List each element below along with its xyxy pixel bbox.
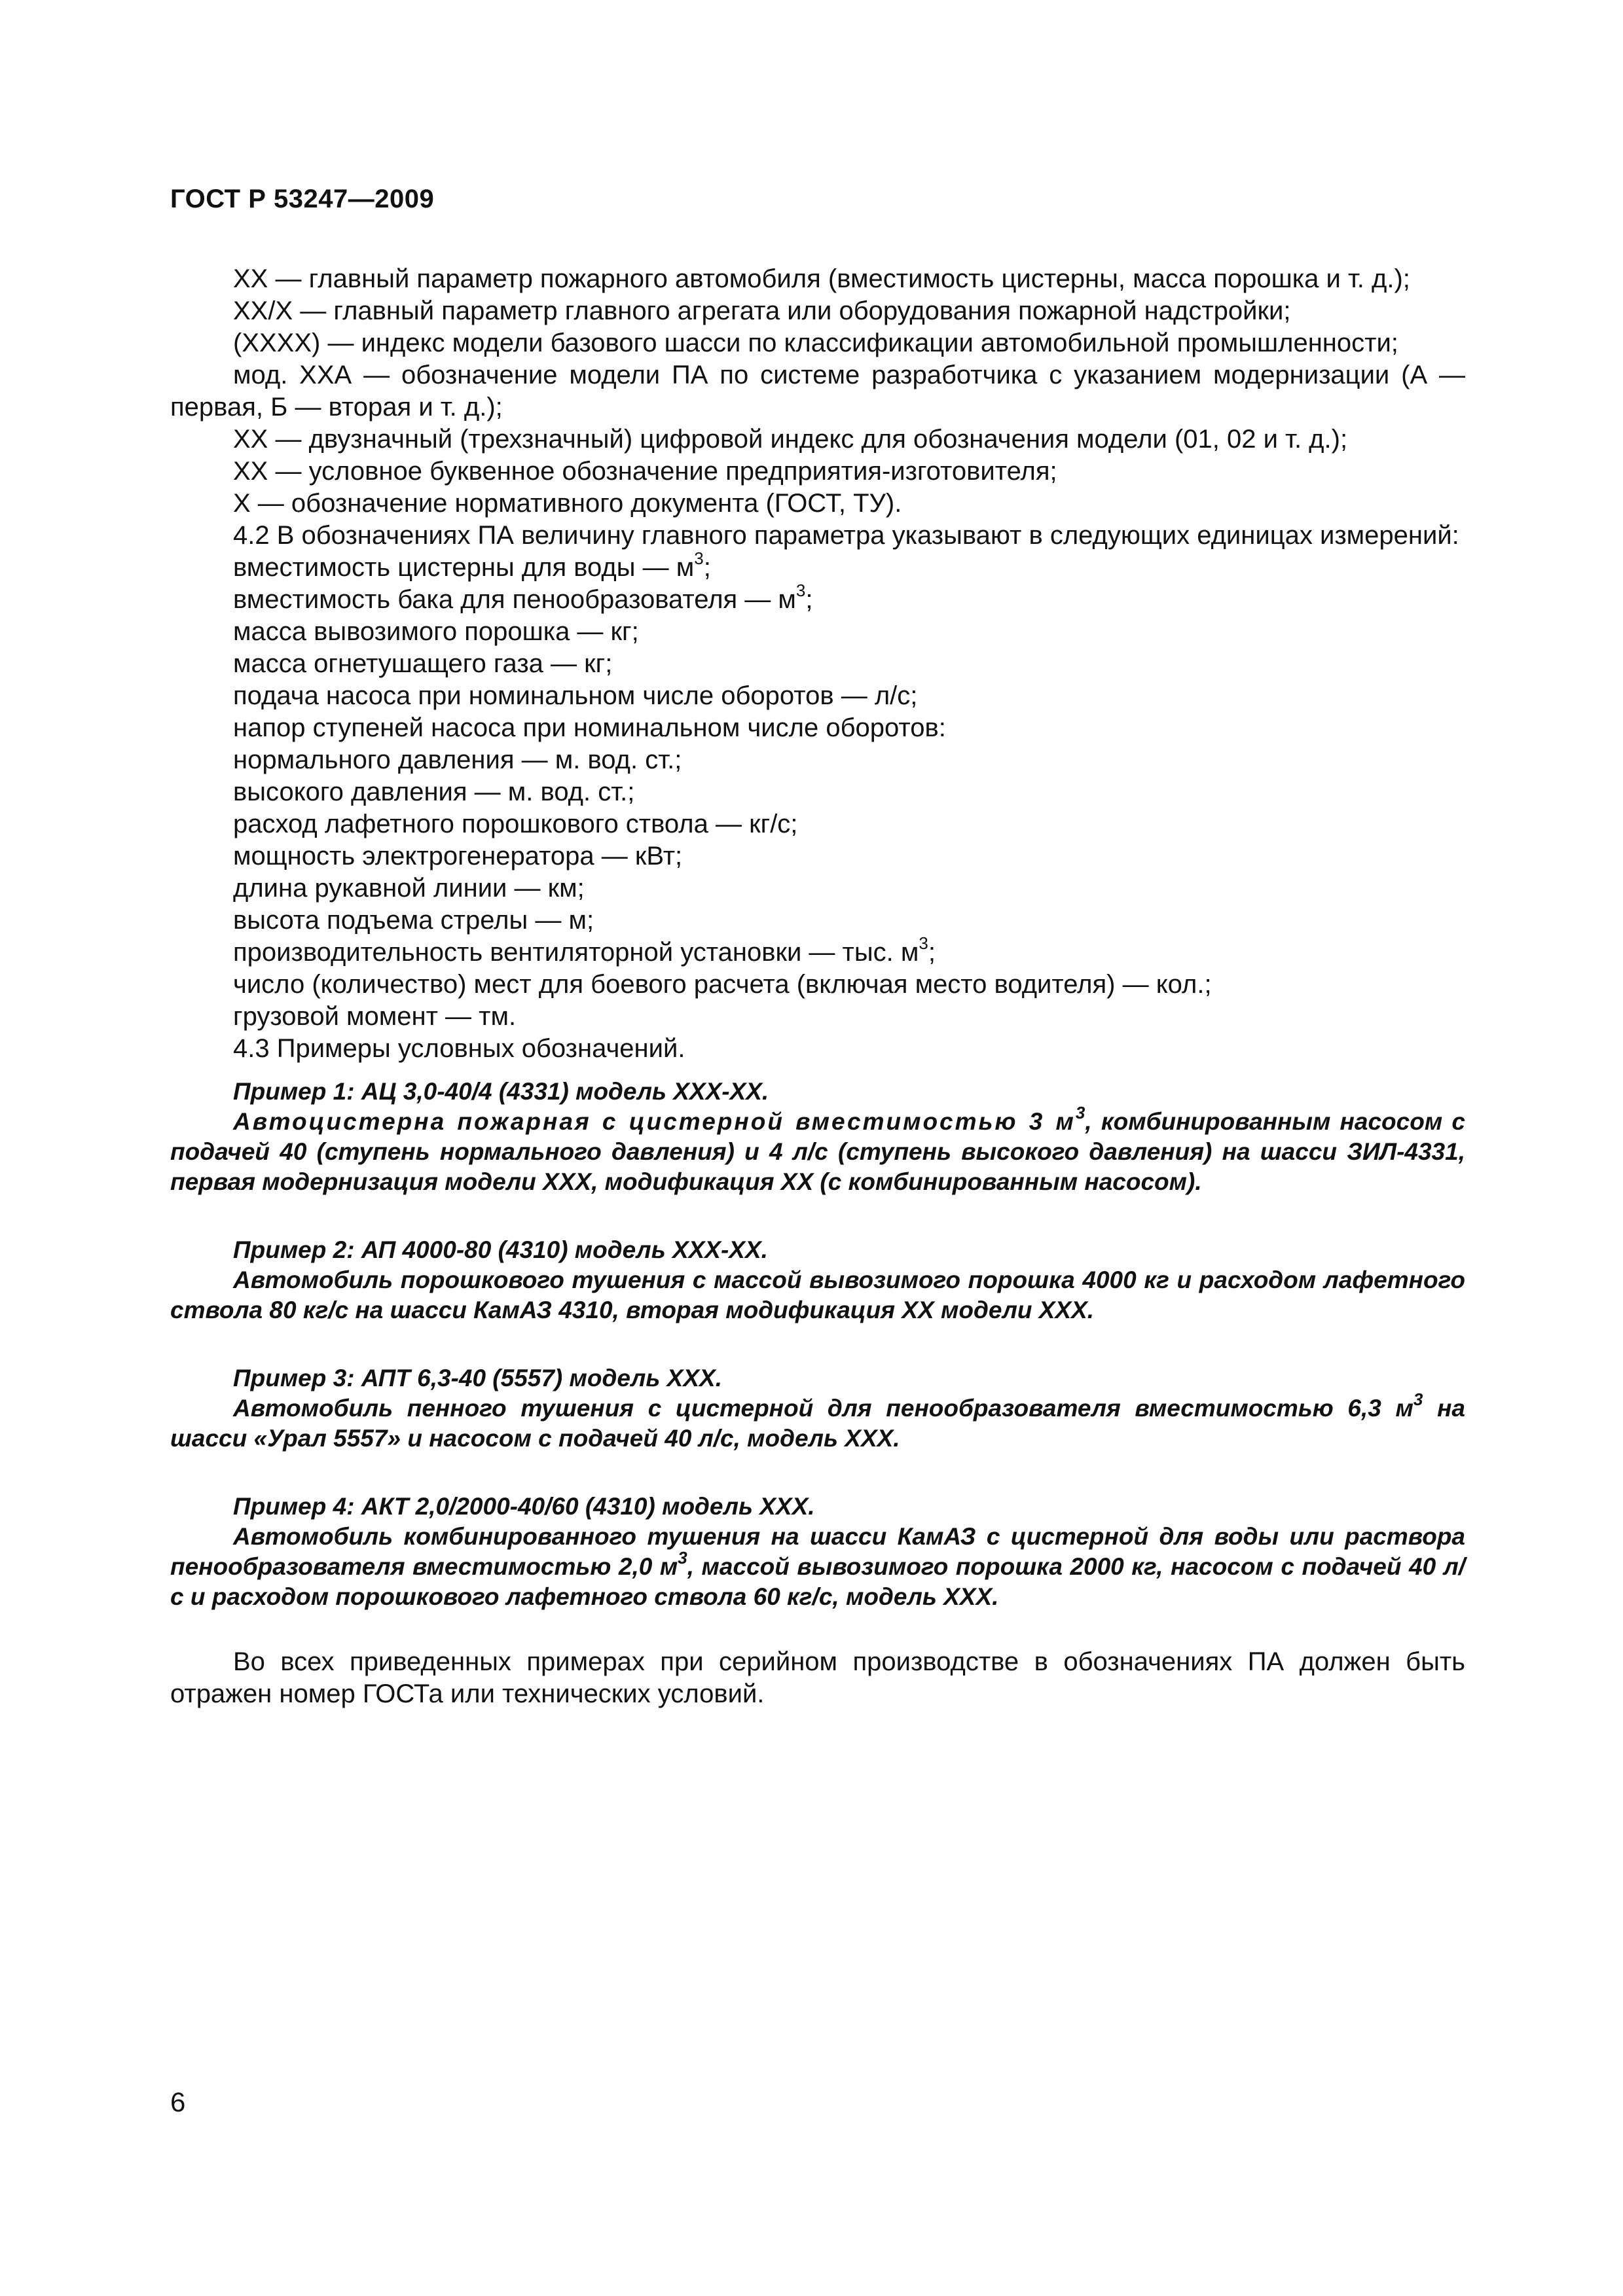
definition-line: ХХ — двузначный (трехзначный) цифровой индекс для обозначения модели (01, 02 и т. д.); bbox=[233, 425, 1348, 454]
unit-item: высокого давления — м. вод. ст.; bbox=[233, 778, 635, 806]
example-title: Пример 3: АПТ 6,3-40 (5557) модель ХХХ. bbox=[233, 1365, 722, 1391]
example-text: Автомобиль комбинированного тушения на шасси КамАЗ с цистерной для воды или раствора пенообразователя вместимостью 2,0 $м^3$, массой вывозимого порошка 2000 кг, насосом с подачей 40 л/с и расходом порошкового лафетного ствола 60 кг/с, модель ХХХ. bbox=[170, 1523, 1465, 1610]
definition-line: ХХ — условное буквенное обозначение предприятия-изготовителя; bbox=[233, 457, 1057, 486]
example-text: Автомобиль пенного тушения с цистерной для пенообразователя вместимостью 6,3 $м^3$ на шасси «Урал 5557» и насосом с подачей 40 л/с, модель ХХХ. bbox=[170, 1389, 1465, 1452]
example-1 bbox=[170, 1077, 1465, 1197]
example-text: Автоцистерна пожарная с цистерной вместимостью 3 $м^3$, комбинированным насосом с подачей 40 (ступень нормального давления) и 4 л/с (ступень высокого давления) на шасси ЗИЛ-4331, первая модернизация модели ХХХ, модификация ХХ (с комбинированным насосом). bbox=[170, 1102, 1466, 1195]
definition-line: (ХХХХ) — индекс модели базового шасси по классификации автомобильной промышленности; bbox=[233, 329, 1398, 357]
unit-item: высота подъема стрелы — м; bbox=[233, 906, 594, 935]
example-2 bbox=[170, 1235, 1465, 1325]
clause-4-3-title: 4.3 Примеры условных обозначений. bbox=[233, 1034, 685, 1063]
definition-line: ХХ/Х — главный параметр главного агрегата или оборудования пожарной надстройки; bbox=[233, 296, 1291, 325]
units-list bbox=[170, 548, 1465, 1033]
unit-item: напор ступеней насоса при номинальном числе оборотов: bbox=[233, 713, 946, 742]
unit-item: грузовой момент — тм. bbox=[233, 1002, 517, 1031]
conclusion-paragraph: Во всех приведенных примерах при серийном производстве в обозначениях ПА должен быть отражен номер ГОСТа или технических условий. bbox=[170, 1647, 1465, 1708]
standard-header: ГОСТ Р 53247—2009 bbox=[170, 185, 435, 213]
clause-4-2-intro: 4.2 В обозначениях ПА величину главного параметра указывают в следующих единицах измерений: bbox=[233, 521, 1459, 550]
example-title: Пример 4: АКТ 2,0/2000-40/60 (4310) модель ХХХ. bbox=[233, 1493, 815, 1520]
unit-item: длина рукавной линии — км; bbox=[233, 874, 585, 903]
example-text: Автомобиль порошкового тушения с массой вывозимого порошка 4000 кг и расходом лафетного ствола 80 кг/с на шасси КамАЗ 4310, вторая модификация ХХ модели ХХХ. bbox=[170, 1266, 1465, 1323]
unit-item: масса огнетушащего газа — кг; bbox=[233, 649, 613, 678]
unit-item: вместимость цистерны для воды — $м^3$; bbox=[233, 548, 711, 582]
page-number: 6 bbox=[170, 2087, 186, 2117]
example-title: Пример 1: АЦ 3,0-40/4 (4331) модель ХХХ-ХХ. bbox=[233, 1078, 769, 1105]
unit-item: производительность вентиляторной установки — тыс. $м^3$; bbox=[233, 933, 936, 967]
definition-line: ХХ — главный параметр пожарного автомобиля (вместимость цистерны, масса порошка и т. д.); bbox=[233, 264, 1410, 293]
definition-line: Х — обозначение нормативного документа (ГОСТ, ТУ). bbox=[233, 489, 902, 518]
example-title: Пример 2: АП 4000-80 (4310) модель ХХХ-ХХ. bbox=[233, 1236, 768, 1263]
example-3 bbox=[170, 1363, 1465, 1454]
unit-item: вместимость бака для пенообразователя — $м^3$; bbox=[233, 580, 813, 614]
unit-item: мощность электрогенератора — кВт; bbox=[233, 842, 683, 870]
page-body bbox=[170, 263, 1465, 1710]
example-4 bbox=[170, 1492, 1465, 1612]
unit-item: расход лафетного порошкового ствола — кг/с; bbox=[233, 810, 798, 838]
unit-item: подача насоса при номинальном числе оборотов — л/с; bbox=[233, 681, 918, 710]
unit-item: число (количество) мест для боевого расчета (включая место водителя) — кол.; bbox=[233, 970, 1212, 999]
unit-item: нормального давления — м. вод. ст.; bbox=[233, 745, 682, 774]
unit-item: масса вывозимого порошка — кг; bbox=[233, 617, 639, 646]
definition-line: мод. ХХА — обозначение модели ПА по системе разработчика с указанием модернизации (А — первая, Б — вторая и т. д.); bbox=[170, 361, 1465, 422]
